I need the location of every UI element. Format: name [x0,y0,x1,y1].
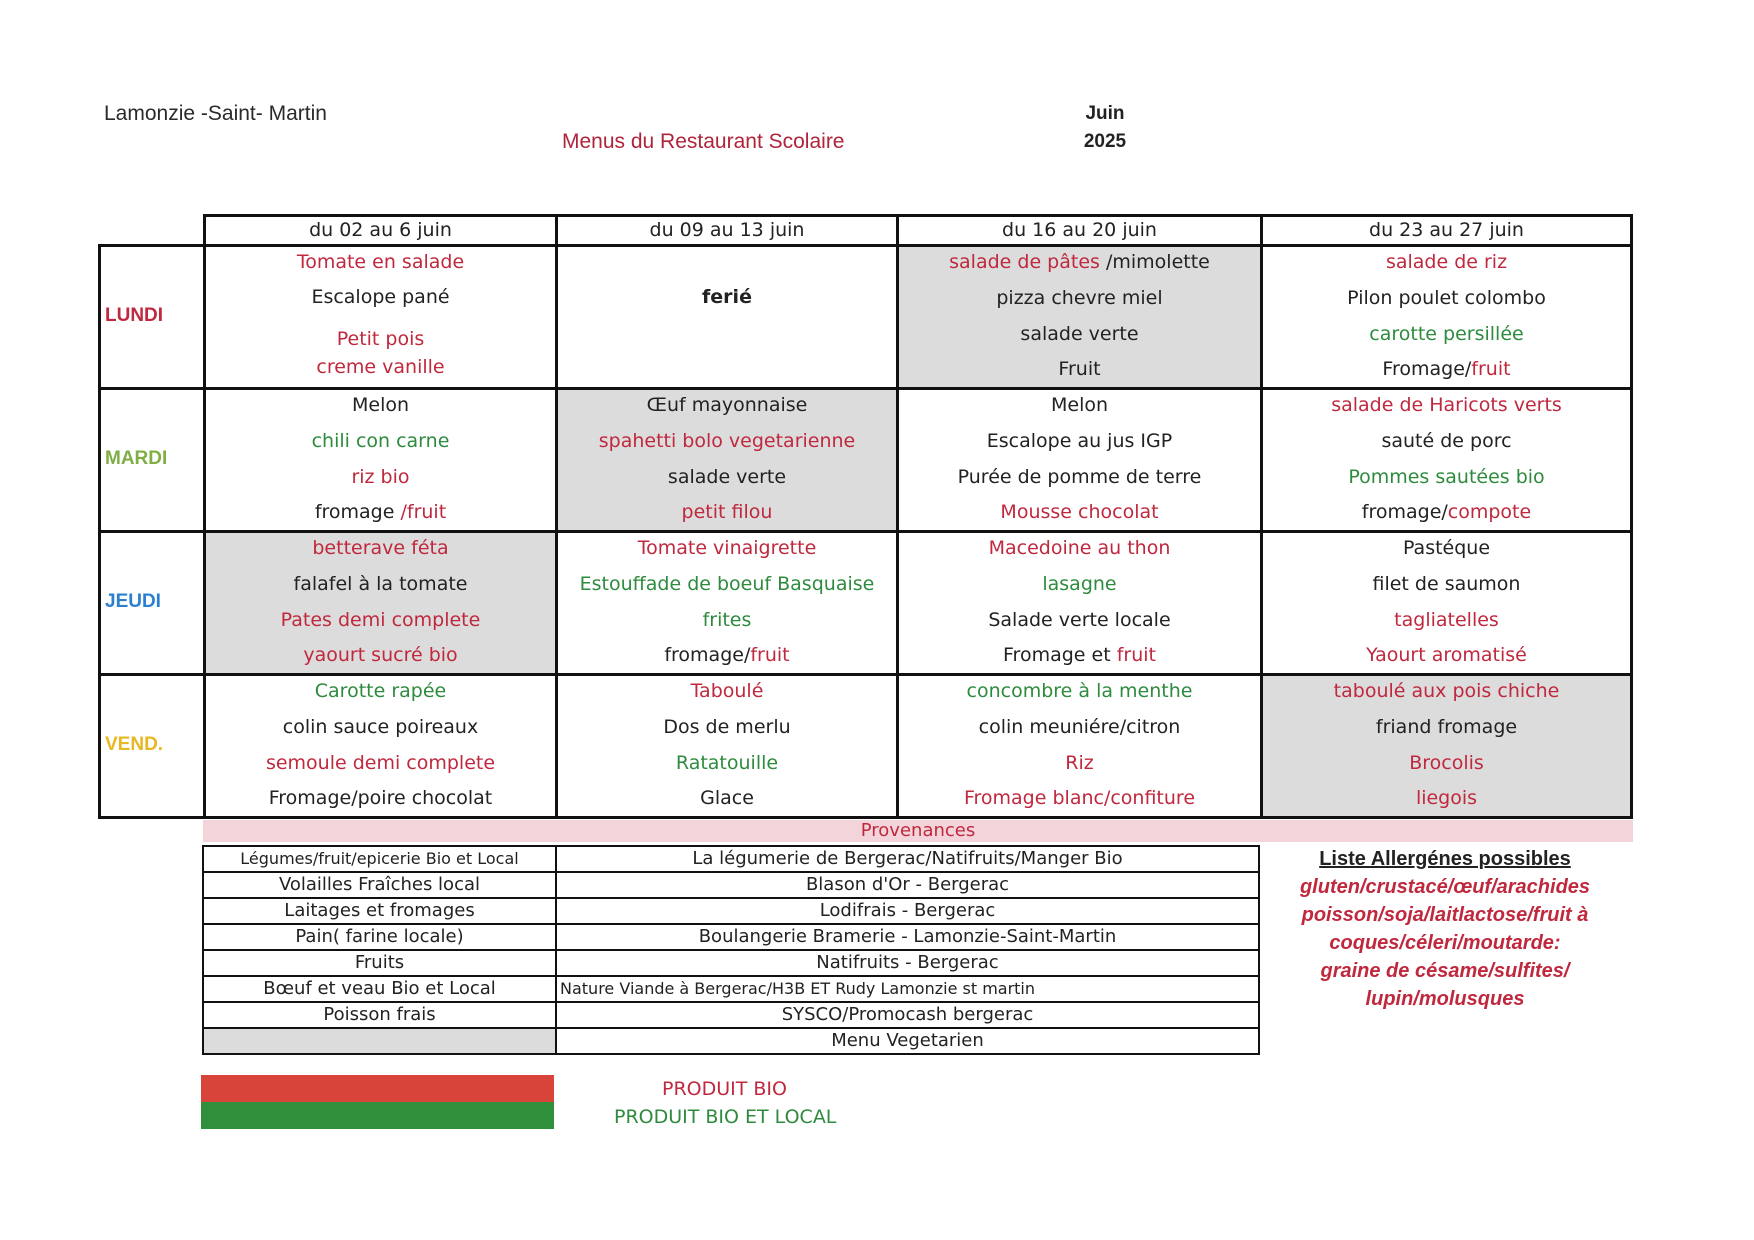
menu-item-text: Salade verte locale [988,609,1171,631]
menu-item-text: fromage/ [664,644,751,666]
week-header-cell [896,214,1263,247]
menu-item-text: /mimolette [1099,251,1210,273]
menu-cell [1260,530,1633,676]
menu-item [899,715,1260,739]
provenance-category: Pain( farine locale) [203,924,556,950]
menu-item-text: fruit [750,644,790,666]
menu-cell [555,530,899,676]
menu-item [558,679,896,703]
menu-item [558,536,896,560]
menu-item-text: Ratatouille [675,752,779,774]
menu-item [899,572,1260,596]
menu-item-text: Estouffade de boeuf Basquaise [579,573,875,595]
menu-item [558,751,896,775]
provenance-row [203,1002,1259,1028]
menu-cell [555,244,899,390]
menu-item-text: taboulé aux pois chiche [1333,680,1560,702]
provenance-source: Nature Viande à Bergerac/H3B ET Rudy Lamonzie st martin [556,976,1259,1002]
page-title: Menus du Restaurant Scolaire [562,130,845,153]
menu-item-text: riz bio [351,466,410,488]
menu-item-text: Pastéque [1402,537,1491,559]
allergen-line: lupin/molusques [1365,988,1525,1010]
provenance-category: Fruits [203,950,556,976]
menu-item-text: Mousse chocolat [1000,501,1159,523]
legend-bio-local-swatch [201,1102,554,1129]
day-name-cell [98,387,206,533]
menu-item [558,393,896,417]
menu-item [899,536,1260,560]
menu-item-text: Purée de pomme de terre [957,466,1202,488]
menu-item-text: Fromage et [1003,644,1117,666]
menu-item-text: Yaourt aromatisé [1366,644,1527,666]
provenance-category: Volailles Fraîches local [203,872,556,898]
provenance-row [203,924,1259,950]
menu-item-text: petit filou [681,501,773,523]
provenance-row [203,846,1259,872]
menu-item-text: Carotte rapée [314,680,447,702]
allergen-line: gluten/crustacé/œuf/arachides [1299,876,1591,898]
provenance-source: La légumerie de Bergerac/Natifruits/Manger Bio [556,846,1259,872]
legend-bio-swatch [201,1075,554,1102]
menu-item-text: salade de riz [1385,251,1508,273]
day-name-label: LUNDI [105,304,164,326]
provenance-source: Menu Vegetarien [556,1028,1259,1054]
allergen-line: coques/céleri/moutarde: [1329,932,1561,954]
menu-item [899,250,1260,274]
menu-item-text: Pommes sautées bio [1348,466,1545,488]
menu-item-text: concombre à la menthe [966,680,1193,702]
menu-cell [896,673,1263,819]
menu-item-text: tagliatelles [1394,609,1499,631]
menu-item-text: Tomate vinaigrette [637,537,817,559]
menu-item [899,322,1260,346]
menu-item [899,286,1260,310]
day-name-cell [98,530,206,676]
menu-item-text: Dos de merlu [663,716,791,738]
menu-item [558,285,896,309]
menu-item [1263,250,1630,274]
menu-item-text: Glace [700,787,754,809]
menu-item-text: falafel à la tomate [293,573,468,595]
menu-cell [203,244,558,390]
menu-cell [203,387,558,533]
provenance-category: Poisson frais [203,1002,556,1028]
provenance-source: Natifruits - Bergerac [556,950,1259,976]
provenance-source: Blason d'Or - Bergerac [556,872,1259,898]
menu-item [558,786,896,810]
menu-item-text: Riz [1065,752,1094,774]
menu-cell [1260,673,1633,819]
menu-item-text: frites [702,609,752,631]
menu-item [1263,536,1630,560]
menu-item [1263,500,1630,524]
menu-item-text: semoule demi complete [265,752,496,774]
week-header-label: du 23 au 27 juin [1369,219,1524,241]
menu-item-text: Escalope au jus IGP [986,430,1173,452]
provenance-source: Boulangerie Bramerie - Lamonzie-Saint-Martin [556,924,1259,950]
menu-item-text: filet de saumon [1372,573,1521,595]
menu-item-text: Taboulé [690,680,764,702]
menu-cell [1260,387,1633,533]
provenance-category: Laitages et fromages [203,898,556,924]
menu-cell [555,387,899,533]
week-header-cell [203,214,558,247]
menu-cell [203,530,558,676]
menu-item [206,285,555,309]
menu-item [1263,465,1630,489]
menu-item-text: salade verte [1020,323,1139,345]
menu-item-text: ferié [702,286,752,308]
menu-item [1263,322,1630,346]
menu-item [1263,643,1630,667]
menu-item [1263,357,1630,381]
menu-item [206,327,555,351]
menu-item-text: Macedoine au thon [988,537,1171,559]
menu-item-text: yaourt sucré bio [303,644,458,666]
menu-item [206,572,555,596]
menu-item-text: salade verte [667,466,787,488]
provenance-row [203,872,1259,898]
menu-item [1263,715,1630,739]
menu-item [206,643,555,667]
menu-item [558,608,896,632]
menu-item-text: fruit [1471,358,1511,380]
menu-item [558,643,896,667]
menu-item-text: /fruit [400,501,447,523]
menu-cell [896,387,1263,533]
menu-item [558,572,896,596]
menu-item [1263,286,1630,310]
provenance-category [203,1028,556,1054]
provenances-title: Provenances [860,820,976,841]
menu-item [1263,393,1630,417]
provenance-category: Bœuf et veau Bio et Local [203,976,556,1002]
menu-item-text: Pilon poulet colombo [1347,287,1546,309]
menu-item-text: pizza chevre miel [996,287,1163,309]
menu-item-text: salade de pâtes [949,251,1100,273]
day-name-cell [98,244,206,390]
menu-item [899,357,1260,381]
menu-item [206,250,555,274]
menu-item-text: colin sauce poireaux [282,716,479,738]
commune-name: Lamonzie -Saint- Martin [104,102,327,125]
allergen-line: poisson/soja/laitlactose/fruit à [1301,904,1589,926]
menu-item [206,465,555,489]
month-label: Juin [1085,103,1125,124]
provenance-source: Lodifrais - Bergerac [556,898,1259,924]
day-name-label: JEUDI [105,590,161,612]
menu-item-text: fruit [1116,644,1156,666]
provenance-source: SYSCO/Promocash bergerac [556,1002,1259,1028]
menu-item-text: fromage/ [1361,501,1448,523]
menu-item [206,679,555,703]
legend-bio-label: PRODUIT BIO [662,1078,787,1100]
menu-item [558,500,896,524]
week-header-cell [1260,214,1633,247]
menu-item [899,786,1260,810]
menu-item [206,429,555,453]
menu-item-text: Fromage/poire chocolat [268,787,493,809]
menu-item-text: Escalope pané [311,286,450,308]
menu-item [899,751,1260,775]
menu-item [1263,608,1630,632]
menu-item-text: Melon [351,394,410,416]
menu-item-text: Fromage/ [1382,358,1472,380]
menu-item-text: betterave féta [312,537,449,559]
week-header-label: du 02 au 6 juin [309,219,452,241]
menu-item-text: spahetti bolo vegetarienne [598,430,856,452]
legend-bio-local-label: PRODUIT BIO ET LOCAL [614,1106,837,1128]
menu-item [206,536,555,560]
menu-item [1263,751,1630,775]
menu-cell [1260,244,1633,390]
menu-cell [896,244,1263,390]
menu-item-text: compote [1447,501,1532,523]
menu-item [899,500,1260,524]
menu-cell [555,673,899,819]
menu-item [206,393,555,417]
menu-item-text: lasagne [1042,573,1117,595]
allergen-line: graine de césame/sulfites/ [1320,960,1570,982]
menu-item [558,715,896,739]
menu-item-text: Pates demi complete [280,609,481,631]
menu-item-text: chili con carne [311,430,450,452]
menu-item [899,608,1260,632]
day-name-label: VEND. [105,733,164,755]
provenance-row [203,898,1259,924]
week-header-label: du 09 au 13 juin [649,219,805,241]
menu-item-text: Tomate en salade [296,251,465,273]
menu-item [1263,572,1630,596]
menu-item-text: Fruit [1058,358,1101,380]
menu-item-text: Fromage blanc/confiture [963,787,1196,809]
menu-item [899,643,1260,667]
menu-item-text: Brocolis [1409,752,1484,774]
menu-item [206,355,555,379]
menu-item [206,786,555,810]
provenance-category: Légumes/fruit/epicerie Bio et Local [203,846,556,872]
menu-item-text: sauté de porc [1381,430,1512,452]
day-name-label: MARDI [105,447,168,469]
menu-item [1263,429,1630,453]
menu-item-text: liegois [1415,787,1478,809]
menu-item [558,465,896,489]
menu-item-text: carotte persillée [1369,323,1524,345]
menu-item-text: creme vanille [316,356,445,378]
menu-item [899,679,1260,703]
provenances-table [202,845,1260,1055]
menu-item-text: salade de Haricots verts [1331,394,1562,416]
year-label: 2025 [1083,131,1127,152]
menu-cell [203,673,558,819]
menu-item-text: friand fromage [1375,716,1518,738]
provenance-row [203,950,1259,976]
menu-item [206,715,555,739]
week-header-cell [555,214,899,247]
menu-item-text: Melon [1050,394,1109,416]
day-name-cell [98,673,206,819]
week-header-label: du 16 au 20 juin [1002,219,1157,241]
menu-cell [896,530,1263,676]
menu-item [206,751,555,775]
menu-item [1263,679,1630,703]
provenance-row [203,976,1259,1002]
menu-item-text: Petit pois [336,328,425,350]
menu-item [558,429,896,453]
menu-item [899,429,1260,453]
menu-item [1263,786,1630,810]
menu-item [899,393,1260,417]
menu-item [899,465,1260,489]
allergens-title: Liste Allergénes possibles [1319,848,1571,870]
provenance-row [203,1028,1259,1054]
menu-item [206,608,555,632]
menu-item-text: colin meuniére/citron [978,716,1181,738]
menu-item [206,500,555,524]
menu-item-text: fromage [314,501,401,523]
menu-item-text: Œuf mayonnaise [646,394,808,416]
